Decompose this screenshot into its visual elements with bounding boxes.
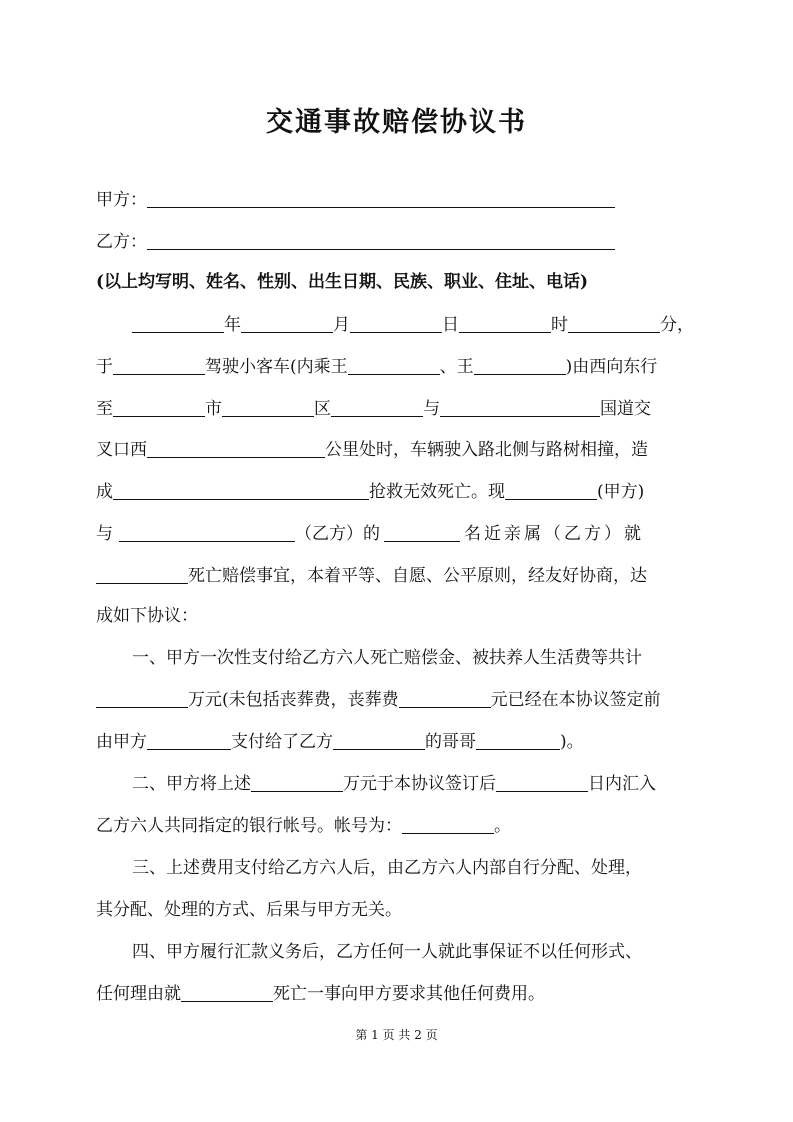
highway-blank[interactable] <box>440 399 600 417</box>
clause-2-line <box>96 814 700 838</box>
text: 元已经在本协议签定前 <box>490 690 661 710</box>
payee-blank[interactable] <box>333 732 425 750</box>
text: 与 <box>96 524 113 544</box>
paragraph-line <box>96 480 700 504</box>
month-blank[interactable] <box>241 315 333 333</box>
party-b-label: 乙方： <box>96 232 147 252</box>
brother-blank[interactable] <box>476 732 560 750</box>
year-label: 年 <box>224 315 241 335</box>
text: 于 <box>96 357 113 377</box>
passenger1-blank[interactable] <box>348 357 440 375</box>
text: 、王 <box>439 357 474 377</box>
text: 死亡赔偿事宜，本着平等、自愿、公平原则，经友好协商，达 <box>188 566 647 586</box>
days-blank[interactable] <box>496 774 588 792</box>
text: )由西向东行 <box>565 357 658 377</box>
fill-in-note: (以上均写明、姓名、性别、出生日期、民族、职业、住址、电话) <box>96 272 589 292</box>
clause-2-line <box>96 772 700 796</box>
text: 的哥哥 <box>425 732 476 752</box>
party-a-name-blank[interactable] <box>505 482 597 500</box>
text: 。 <box>494 816 511 836</box>
clause-3-line: 其分配、处理的方式、后果与甲方无关。 <box>96 900 402 920</box>
party-b-line <box>96 230 700 254</box>
text: 与 <box>423 399 440 419</box>
hour-blank[interactable] <box>459 315 551 333</box>
matter-blank[interactable] <box>181 984 273 1002</box>
text: 成 <box>96 482 113 502</box>
funeral-fee-blank[interactable] <box>399 690 491 708</box>
month-label: 月 <box>333 315 350 335</box>
paragraph-line <box>96 397 700 421</box>
clause-3-line: 三、上述费用支付给乙方六人后，由乙方六人内部自行分配、处理， <box>132 858 642 878</box>
text: 驾驶小客车(内乘王 <box>205 357 348 377</box>
clause-4-line <box>96 982 700 1006</box>
text: 任何理由就 <box>96 984 181 1004</box>
text: 国道交 <box>600 399 651 419</box>
party-a-line <box>96 188 700 212</box>
deceased-blank[interactable] <box>96 566 188 584</box>
date-line <box>96 313 700 337</box>
party-b-blank[interactable] <box>147 232 615 250</box>
passenger2-blank[interactable] <box>474 357 566 375</box>
clause-1-line: 一、甲方一次性支付给乙方六人死亡赔偿金、被扶养人生活费等共计 <box>132 648 642 668</box>
text: (甲方) <box>597 482 645 502</box>
text: 市 <box>205 399 222 419</box>
clause-1-line <box>96 730 700 754</box>
text: 乙方六人共同指定的银行帐号。帐号为： <box>96 816 402 836</box>
hour-label: 时 <box>551 315 568 335</box>
road-blank[interactable] <box>331 399 423 417</box>
payer-blank[interactable] <box>147 732 231 750</box>
day-label: 日 <box>442 315 459 335</box>
day-blank[interactable] <box>350 315 442 333</box>
relative-count-blank[interactable] <box>384 524 460 542</box>
minute-blank[interactable] <box>568 315 660 333</box>
clause-4-line: 四、甲方履行汇款义务后，乙方任何一人就此事保证不以任何形式、 <box>132 942 642 962</box>
paragraph-line <box>96 564 700 588</box>
city-blank[interactable] <box>113 399 205 417</box>
text: 死亡一事向甲方要求其他任何费用。 <box>273 984 545 1004</box>
text: 支付给了乙方 <box>231 732 333 752</box>
km-blank[interactable] <box>147 440 325 458</box>
party-a-blank[interactable] <box>147 190 615 208</box>
text: 名近亲属（乙方）就 <box>464 524 644 544</box>
text: 由甲方 <box>96 732 147 752</box>
text: 至 <box>96 399 113 419</box>
text: )。 <box>560 732 584 752</box>
minute-label: 分， <box>660 315 694 335</box>
party-a-label: 甲方： <box>96 190 147 210</box>
text: 二、甲方将上述 <box>132 774 251 794</box>
text: （乙方）的 <box>295 524 380 544</box>
account-blank[interactable] <box>402 816 494 834</box>
driver-blank[interactable] <box>113 357 205 375</box>
text: 抢救无效死亡。现 <box>369 482 505 502</box>
clause-1-line <box>96 688 700 712</box>
transfer-amount-blank[interactable] <box>251 774 343 792</box>
paragraph-line <box>96 438 700 462</box>
document-title: 交通事故赔偿协议书 <box>266 107 527 138</box>
district-blank[interactable] <box>222 399 314 417</box>
victim-blank[interactable] <box>113 482 369 500</box>
paragraph-line: 成如下协议： <box>96 606 198 626</box>
text: 万元于本协议签订后 <box>343 774 496 794</box>
paragraph-line <box>96 355 700 379</box>
year-blank[interactable] <box>132 315 224 333</box>
text: 万元(未包括丧葬费，丧葬费 <box>188 690 399 710</box>
text: 叉口西 <box>96 440 147 460</box>
text: 公里处时，车辆驶入路北侧与路树相撞，造 <box>325 440 648 460</box>
text: 日内汇入 <box>588 774 656 794</box>
amount-blank[interactable] <box>96 690 188 708</box>
page-number: 第 1 页 共 2 页 <box>355 1028 438 1042</box>
paragraph-line <box>96 522 700 546</box>
party-b-name-blank[interactable] <box>119 524 295 542</box>
text: 区 <box>314 399 331 419</box>
